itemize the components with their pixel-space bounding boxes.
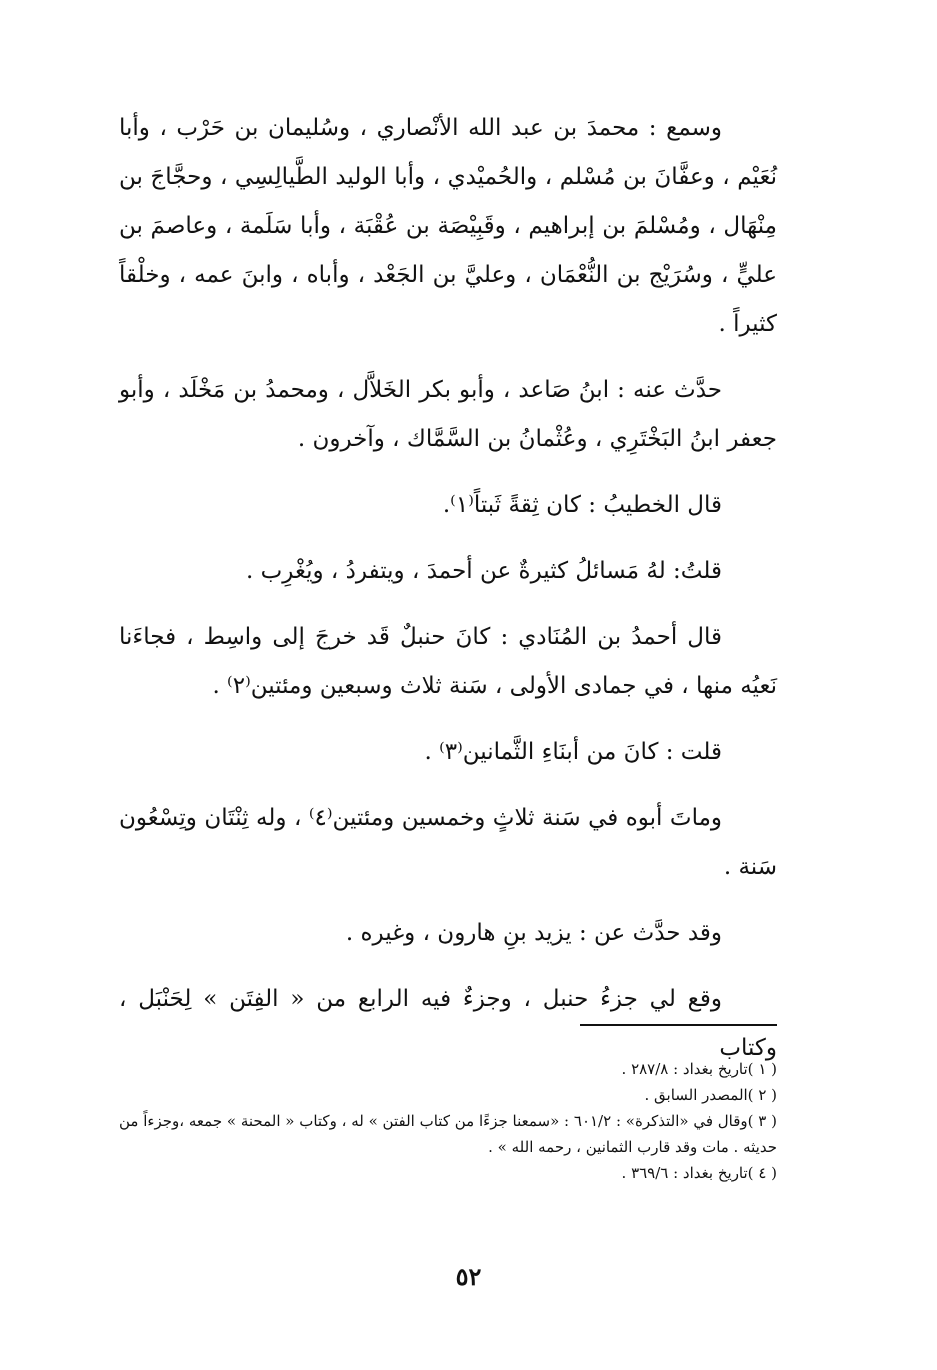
footnotes [119,1056,777,1186]
paragraph-death: قال أحمدُ بن المُنَادي : كانَ حنبلٌ قَد خرجَ إلى واسِط ، فجاءَنا نَعيُه منها ، في جمادى الأولى ، سَنة ثلاث وسبعين ومئتين⁽٢⁾ . [119,624,777,699]
paragraph-students: حدَّث عنه : ابنُ صَاعد ، وأبو بكر الخَلاَّل ، ومحمدُ بن مَخْلَد ، وأبو جعفر ابنُ البَخْتَرِي ، وعُثْمانُ بن السَّمَّاك ، وآخرون . [119,377,777,452]
footnote-4: ( ٤ )تاريخ بغداد : ٣٦٩/٦ . [621,1164,777,1182]
paragraph-narrated: وقد حدَّث عن : يزيد بنِ هارون ، وغيره . [345,920,722,946]
paragraph-works: وقع لي جزءُ حنبل ، وجزءٌ فيه الرابع من « الفِتَن » لِحَنْبَل ، وكتاب [119,986,777,1061]
footnote-2: ( ٢ )المصدر السابق . [644,1086,777,1104]
paragraph-author-note: قلتُ: لهُ مَسائلُ كثيرةٌ عن أحمدَ ، ويتفردُ ، ويُغْرِب . [246,558,722,584]
paragraph-teachers: وسمع : محمدَ بن عبد الله الأنْصاري ، وسُليمان بن حَرْب ، وأبا نُعَيْم ، وعفَّانَ بن مُسْلم ، والحُميْدي ، وأبا الوليد الطَّيالِسِي ، وحجَّاجَ بن مِنْهَال ، ومُسْلمَ بن إبراهيم ، وقَبِيْصَة بن عُقْبَة ، وأبا سَلَمة ، وعاصمَ بن عليٍّ ، وسُرَيْج بن النُّعْمَان ، وعليَّ بن الجَعْد ، وأباه ، وابنَ عمه ، وخلْقاً كثيراً . [119,115,777,337]
page-number: ٥٢ [455,1262,482,1291]
footnote-1: ( ١ )تاريخ بغداد : ٢٨٧/٨ . [621,1060,777,1078]
paragraph-age: قلت : كانَ من أبنَاءِ الثَّمانين⁽٣⁾ . [424,739,722,765]
main-text [119,104,777,1073]
paragraph-khatib: قال الخطيبُ : كان ثِقةً ثَبتاً⁽١⁾. [442,492,722,518]
paragraph-father: وماتَ أبوه في سَنة ثلاثٍ وخمسين ومئتين⁽٤⁾ ، وله ثِنْتَان وتِسْعُون سَنة . [119,805,777,880]
footnote-divider [580,1024,777,1026]
footnote-3: ( ٣ )وقال في «التذكرة» : ٦٠١/٢ : «سمعنا جزءًا من كتاب الفتن » له ، وكتاب « المحنة » جمعه ،وجزءاً من حديثه . مات وقد قارب الثمانين ، رحمه الله » . [119,1112,777,1156]
